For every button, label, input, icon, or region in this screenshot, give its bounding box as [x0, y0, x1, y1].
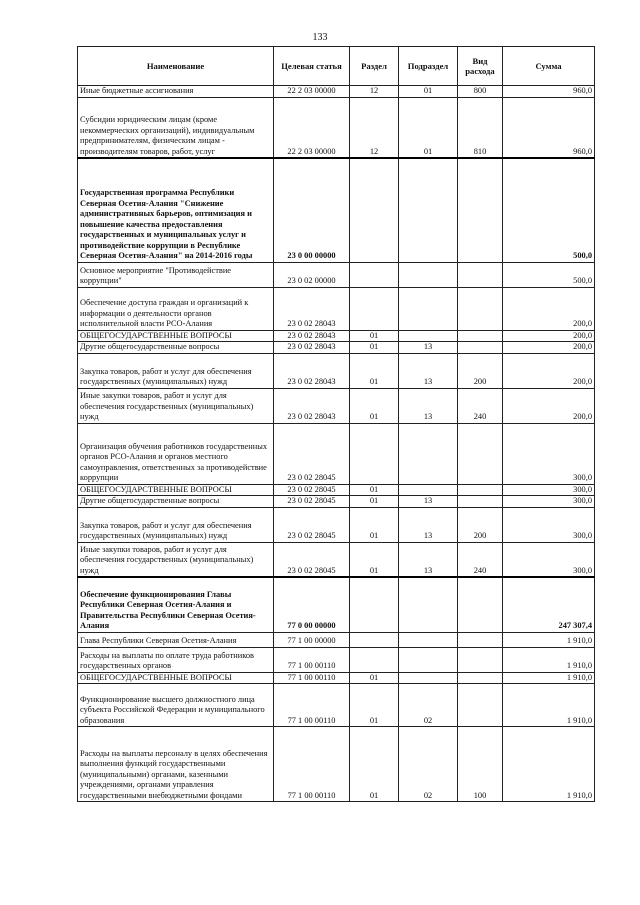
row-code: 22 2 03 00000	[274, 97, 350, 158]
row-type	[458, 496, 503, 508]
table-row	[78, 672, 595, 684]
row-subsection	[399, 632, 458, 647]
table-row	[78, 577, 595, 632]
row-code: 77 1 00 00110	[274, 647, 350, 672]
row-code: 23 0 02 28045	[274, 423, 350, 484]
header-sum: Сумма	[503, 47, 595, 86]
row-sum: 200,0	[503, 287, 595, 330]
row-sum: 960,0	[503, 86, 595, 98]
header-name: Наименование	[78, 47, 274, 86]
row-sum: 300,0	[503, 507, 595, 542]
row-type	[458, 632, 503, 647]
row-sum: 247 307,4	[503, 577, 595, 632]
row-type	[458, 330, 503, 342]
table-row	[78, 330, 595, 342]
row-type	[458, 342, 503, 354]
row-subsection: 13	[399, 507, 458, 542]
row-sum: 1 910,0	[503, 727, 595, 802]
row-code: 23 0 02 28043	[274, 330, 350, 342]
row-sum: 300,0	[503, 542, 595, 577]
row-sum: 500,0	[503, 158, 595, 262]
row-sum: 200,0	[503, 342, 595, 354]
row-section: 01	[350, 496, 399, 508]
table-row	[78, 342, 595, 354]
row-section	[350, 632, 399, 647]
row-subsection: 13	[399, 542, 458, 577]
row-subsection: 01	[399, 97, 458, 158]
row-sum: 200,0	[503, 388, 595, 423]
row-section: 12	[350, 86, 399, 98]
row-sum: 1 910,0	[503, 632, 595, 647]
row-section: 01	[350, 484, 399, 496]
row-name: Глава Республики Северная Осетия-Алания	[78, 632, 274, 647]
table-row	[78, 423, 595, 484]
header-section: Раздел	[350, 47, 399, 86]
row-section	[350, 647, 399, 672]
row-subsection	[399, 262, 458, 287]
row-name: Обеспечение функционирования Главы Республики Северная Осетия-Алания и Правительства Республики Северная Осетия-Алания	[78, 577, 274, 632]
row-name: Организация обучения работников государственных органов РСО-Алания и органов местного самоуправления, ответственных за противодействие коррупции	[78, 423, 274, 484]
row-name: Обеспечение доступа граждан и организаций к информации о деятельности органов исполнительной власти РСО-Алания	[78, 287, 274, 330]
row-type	[458, 158, 503, 262]
row-code: 77 1 00 00110	[274, 684, 350, 727]
row-name: Иные закупки товаров, работ и услуг для обеспечения государственных (муниципальных) нужд	[78, 542, 274, 577]
table-row	[78, 158, 595, 262]
row-type	[458, 262, 503, 287]
row-code: 22 2 03 00000	[274, 86, 350, 98]
table-row	[78, 684, 595, 727]
row-sum: 200,0	[503, 330, 595, 342]
row-type: 800	[458, 86, 503, 98]
row-name: Иные закупки товаров, работ и услуг для обеспечения государственных (муниципальных) нужд	[78, 388, 274, 423]
row-type	[458, 423, 503, 484]
row-code: 23 0 02 28045	[274, 496, 350, 508]
budget-table	[77, 46, 595, 802]
row-section	[350, 287, 399, 330]
row-type: 240	[458, 388, 503, 423]
row-section: 01	[350, 672, 399, 684]
row-sum: 500,0	[503, 262, 595, 287]
row-section	[350, 577, 399, 632]
table-row	[78, 353, 595, 388]
row-subsection: 01	[399, 86, 458, 98]
row-sum: 300,0	[503, 496, 595, 508]
row-type	[458, 684, 503, 727]
row-subsection: 13	[399, 496, 458, 508]
header-code: Целевая статья	[274, 47, 350, 86]
table-row	[78, 632, 595, 647]
table-row	[78, 86, 595, 98]
row-name: ОБЩЕГОСУДАРСТВЕННЫЕ ВОПРОСЫ	[78, 484, 274, 496]
row-type	[458, 484, 503, 496]
row-section: 01	[350, 727, 399, 802]
row-name: ОБЩЕГОСУДАРСТВЕННЫЕ ВОПРОСЫ	[78, 672, 274, 684]
table-row	[78, 484, 595, 496]
row-code: 77 0 00 00000	[274, 577, 350, 632]
row-subsection	[399, 672, 458, 684]
row-subsection: 02	[399, 684, 458, 727]
row-subsection	[399, 423, 458, 484]
row-subsection	[399, 330, 458, 342]
row-sum: 1 910,0	[503, 672, 595, 684]
row-name: Основное мероприятие "Противодействие коррупции"	[78, 262, 274, 287]
row-sum: 1 910,0	[503, 684, 595, 727]
row-section: 01	[350, 507, 399, 542]
row-code: 77 1 00 00110	[274, 672, 350, 684]
row-type: 240	[458, 542, 503, 577]
row-section: 01	[350, 330, 399, 342]
row-name: ОБЩЕГОСУДАРСТВЕННЫЕ ВОПРОСЫ	[78, 330, 274, 342]
header-row	[78, 47, 595, 86]
row-section: 01	[350, 684, 399, 727]
row-subsection	[399, 647, 458, 672]
table-row	[78, 388, 595, 423]
row-subsection: 13	[399, 353, 458, 388]
row-type: 200	[458, 353, 503, 388]
row-sum: 300,0	[503, 484, 595, 496]
row-type	[458, 647, 503, 672]
row-subsection: 13	[399, 388, 458, 423]
row-subsection	[399, 577, 458, 632]
row-name: Иные бюджетные ассигнования	[78, 86, 274, 98]
row-type	[458, 577, 503, 632]
row-code: 23 0 02 28045	[274, 542, 350, 577]
row-section: 01	[350, 353, 399, 388]
row-code: 23 0 02 28043	[274, 342, 350, 354]
row-name: Закупка товаров, работ и услуг для обеспечения государственных (муниципальных) нужд	[78, 507, 274, 542]
row-section: 12	[350, 97, 399, 158]
row-type: 810	[458, 97, 503, 158]
row-code: 23 0 02 28043	[274, 287, 350, 330]
row-type: 200	[458, 507, 503, 542]
row-code: 23 0 02 28043	[274, 353, 350, 388]
row-name: Закупка товаров, работ и услуг для обеспечения государственных (муниципальных) нужд	[78, 353, 274, 388]
row-type	[458, 672, 503, 684]
row-section	[350, 158, 399, 262]
header-subsection: Подраздел	[399, 47, 458, 86]
row-name: Расходы на выплаты персоналу в целях обеспечения выполнения функций государственными (муниципальными) органами, казенными учреждениями, органами управления государственными внебюджетными фондами	[78, 727, 274, 802]
row-code: 77 1 00 00000	[274, 632, 350, 647]
row-code: 23 0 00 00000	[274, 158, 350, 262]
table-row	[78, 542, 595, 577]
page-number: 133	[312, 32, 328, 43]
row-code: 23 0 02 28043	[274, 388, 350, 423]
row-name: Субсидии юридическим лицам (кроме некоммерческих организаций), индивидуальным предпринимателям, физическим лицам - производителям товаров, работ, услуг	[78, 97, 274, 158]
row-sum: 300,0	[503, 423, 595, 484]
table-row	[78, 727, 595, 802]
row-subsection: 02	[399, 727, 458, 802]
row-subsection	[399, 484, 458, 496]
table-row	[78, 262, 595, 287]
row-type: 100	[458, 727, 503, 802]
row-section: 01	[350, 542, 399, 577]
table-row	[78, 97, 595, 158]
row-name: Функционирование высшего должностного лица субъекта Российской Федерации и муниципального образования	[78, 684, 274, 727]
table-row	[78, 507, 595, 542]
row-name: Другие общегосударственные вопросы	[78, 496, 274, 508]
row-code: 23 0 02 00000	[274, 262, 350, 287]
row-code: 23 0 02 28045	[274, 507, 350, 542]
row-subsection: 13	[399, 342, 458, 354]
header-type: Вид расхода	[458, 47, 503, 86]
row-code: 77 1 00 00110	[274, 727, 350, 802]
row-sum: 960,0	[503, 97, 595, 158]
row-name: Государственная программа Республики Северная Осетия-Алания "Снижение административных барьеров, оптимизация и повышение качества предоставления государственных и муниципальных услуг и противодействие коррупции в Республике Северная Осетия-Алания" на 2014-2016 годы	[78, 158, 274, 262]
row-section	[350, 262, 399, 287]
row-sum: 200,0	[503, 353, 595, 388]
row-section	[350, 423, 399, 484]
table-row	[78, 496, 595, 508]
row-section: 01	[350, 388, 399, 423]
row-name: Другие общегосударственные вопросы	[78, 342, 274, 354]
row-section: 01	[350, 342, 399, 354]
row-sum: 1 910,0	[503, 647, 595, 672]
row-name: Расходы на выплаты по оплате труда работников государственных органов	[78, 647, 274, 672]
row-subsection	[399, 287, 458, 330]
row-subsection	[399, 158, 458, 262]
table-row	[78, 287, 595, 330]
table-row	[78, 647, 595, 672]
row-type	[458, 287, 503, 330]
row-code: 23 0 02 28045	[274, 484, 350, 496]
